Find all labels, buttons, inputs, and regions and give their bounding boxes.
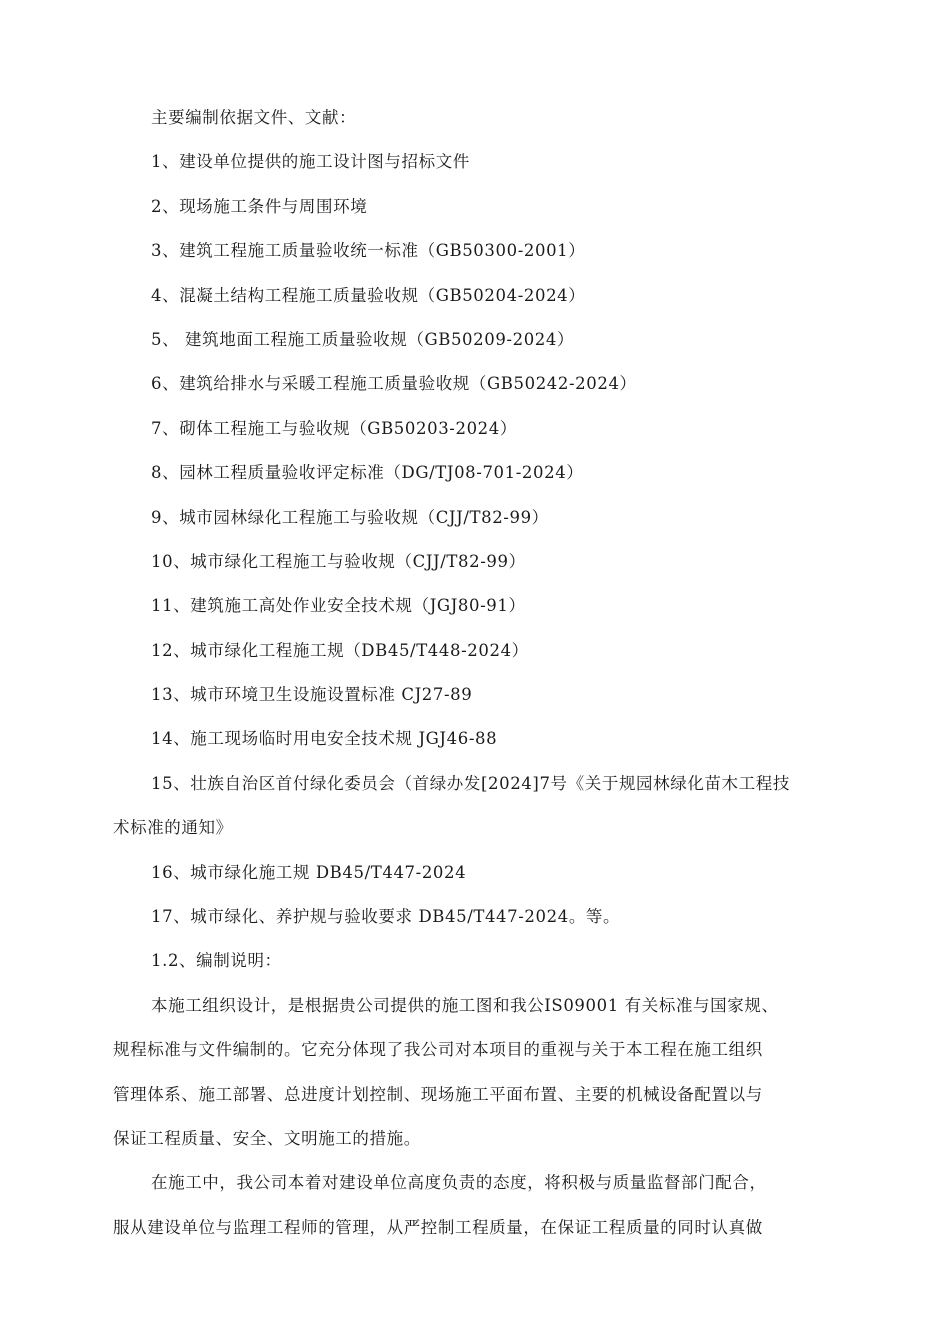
paragraph-line: 服从建设单位与监理工程师的管理，从严控制工程质量，在保证工程质量的同时认真做 [113,1217,763,1237]
reference-item: 6、建筑给排水与采暖工程施工质量验收规（GB50242-2024） [151,374,637,394]
reference-item: 17、城市绿化、养护规与验收要求 DB45/T447-2024。等。 [151,907,621,927]
paragraph-line: 管理体系、施工部署、总进度计划控制、现场施工平面布置、主要的机械设备配置以与 [113,1084,763,1104]
reference-item: 12、城市绿化工程施工规（DB45/T448-2024） [151,640,529,660]
reference-item: 14、施工现场临时用电安全技术规 JGJ46-88 [151,729,498,749]
reference-item: 5、 建筑地面工程施工质量验收规（GB50209-2024） [151,329,575,349]
reference-item: 13、城市环境卫生设施设置标准 CJ27-89 [151,685,473,705]
document-body [113,100,858,1254]
reference-item: 2、现场施工条件与周围环境 [151,196,368,216]
reference-item: 4、混凝土结构工程施工质量验收规（GB50204-2024） [151,285,586,305]
reference-item: 15、壮族自治区首付绿化委员会（首绿办发[2024]7号《关于规园林绿化苗木工程技 [151,773,790,793]
paragraph-line: 保证工程质量、安全、文明施工的措施。 [113,1128,421,1148]
reference-item-continuation: 术标准的通知》 [113,818,233,838]
reference-item: 1、建设单位提供的施工设计图与招标文件 [151,152,470,172]
paragraph-line: 在施工中，我公司本着对建设单位高度负责的态度，将积极与质量监督部门配合， [151,1173,767,1193]
section-title: 1.2、编制说明： [151,951,282,971]
reference-item: 3、建筑工程施工质量验收统一标准（GB50300-2001） [151,241,586,261]
reference-item: 8、园林工程质量验收评定标准（DG/TJ08-701-2024） [151,463,584,483]
paragraph-line: 本施工组织设计，是根据贵公司提供的施工图和我公IS09001 有关标准与国家规、 [151,995,779,1015]
reference-item: 10、城市绿化工程施工与验收规（CJJ/T82-99） [151,551,526,571]
reference-item: 7、砌体工程施工与验收规（GB50203-2024） [151,418,517,438]
references-heading: 主要编制依据文件、文献： [151,108,357,127]
reference-item: 11、建筑施工高处作业安全技术规（JGJ80-91） [151,596,526,616]
reference-item: 16、城市绿化施工规 DB45/T447-2024 [151,862,467,882]
paragraph-line: 规程标准与文件编制的。它充分体现了我公司对本项目的重视与关于本工程在施工组织 [113,1040,763,1060]
reference-item: 9、城市园林绿化工程施工与验收规（CJJ/T82-99） [151,507,549,527]
